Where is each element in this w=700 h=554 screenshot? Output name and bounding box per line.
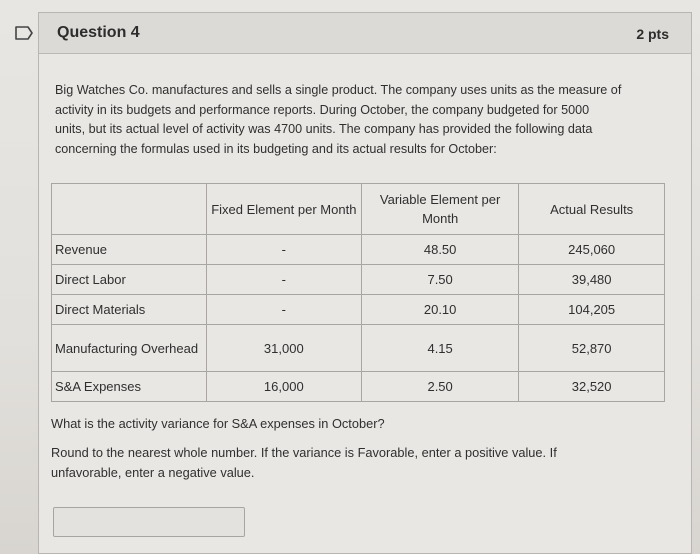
variable-cell: 7.50 [361,265,518,295]
fixed-cell: - [206,295,361,325]
header-fixed-element: Fixed Element per Month [206,184,361,235]
variable-cell: 48.50 [361,235,518,265]
question-prompt [51,416,651,483]
fixed-cell: - [206,235,361,265]
actual-cell: 52,870 [519,325,665,372]
fixed-cell: - [206,265,361,295]
question-body [55,81,675,159]
table-row [52,295,665,325]
actual-cell: 245,060 [519,235,665,265]
row-label: S&A Expenses [52,372,207,402]
table-row [52,235,665,265]
answer-input[interactable] [53,507,245,537]
row-label: Direct Labor [52,265,207,295]
row-label: Revenue [52,235,207,265]
header-actual-results: Actual Results [519,184,665,235]
header-variable-element: Variable Element per Month [361,184,518,235]
question-title: Question 4 [57,24,140,41]
table-row [52,325,665,372]
variable-cell: 20.10 [361,295,518,325]
actual-cell: 32,520 [519,372,665,402]
table-header-row [52,184,665,235]
row-label: Direct Materials [52,295,207,325]
actual-cell: 104,205 [519,295,665,325]
variable-cell: 2.50 [361,372,518,402]
header-label [52,184,207,235]
fixed-cell: 31,000 [206,325,361,372]
flag-question-icon[interactable] [14,25,34,41]
budget-data-table [51,183,665,402]
table-row [52,265,665,295]
question-intro-text: Big Watches Co. manufactures and sells a single product. The company uses units as the measure of activity in its budgets and performance reports. During October, the company budgeted for 5000 units, but its actual level of activity was 4700 units. The company has provided the following data concerning the formulas used in its budgeting and its actual results for October: [55,83,622,156]
question-points: 2 pts [636,26,669,42]
actual-cell: 39,480 [519,265,665,295]
question-card [38,12,692,554]
variable-cell: 4.15 [361,325,518,372]
row-label: Manufacturing Overhead [52,325,207,372]
table-row [52,372,665,402]
question-header [39,13,691,54]
fixed-cell: 16,000 [206,372,361,402]
question-instructions: Round to the nearest whole number. If the variance is Favorable, enter a positive value. If unfavorable, enter a negative value. [51,445,557,480]
question-prompt-text: What is the activity variance for S&A expenses in October? [51,416,385,431]
